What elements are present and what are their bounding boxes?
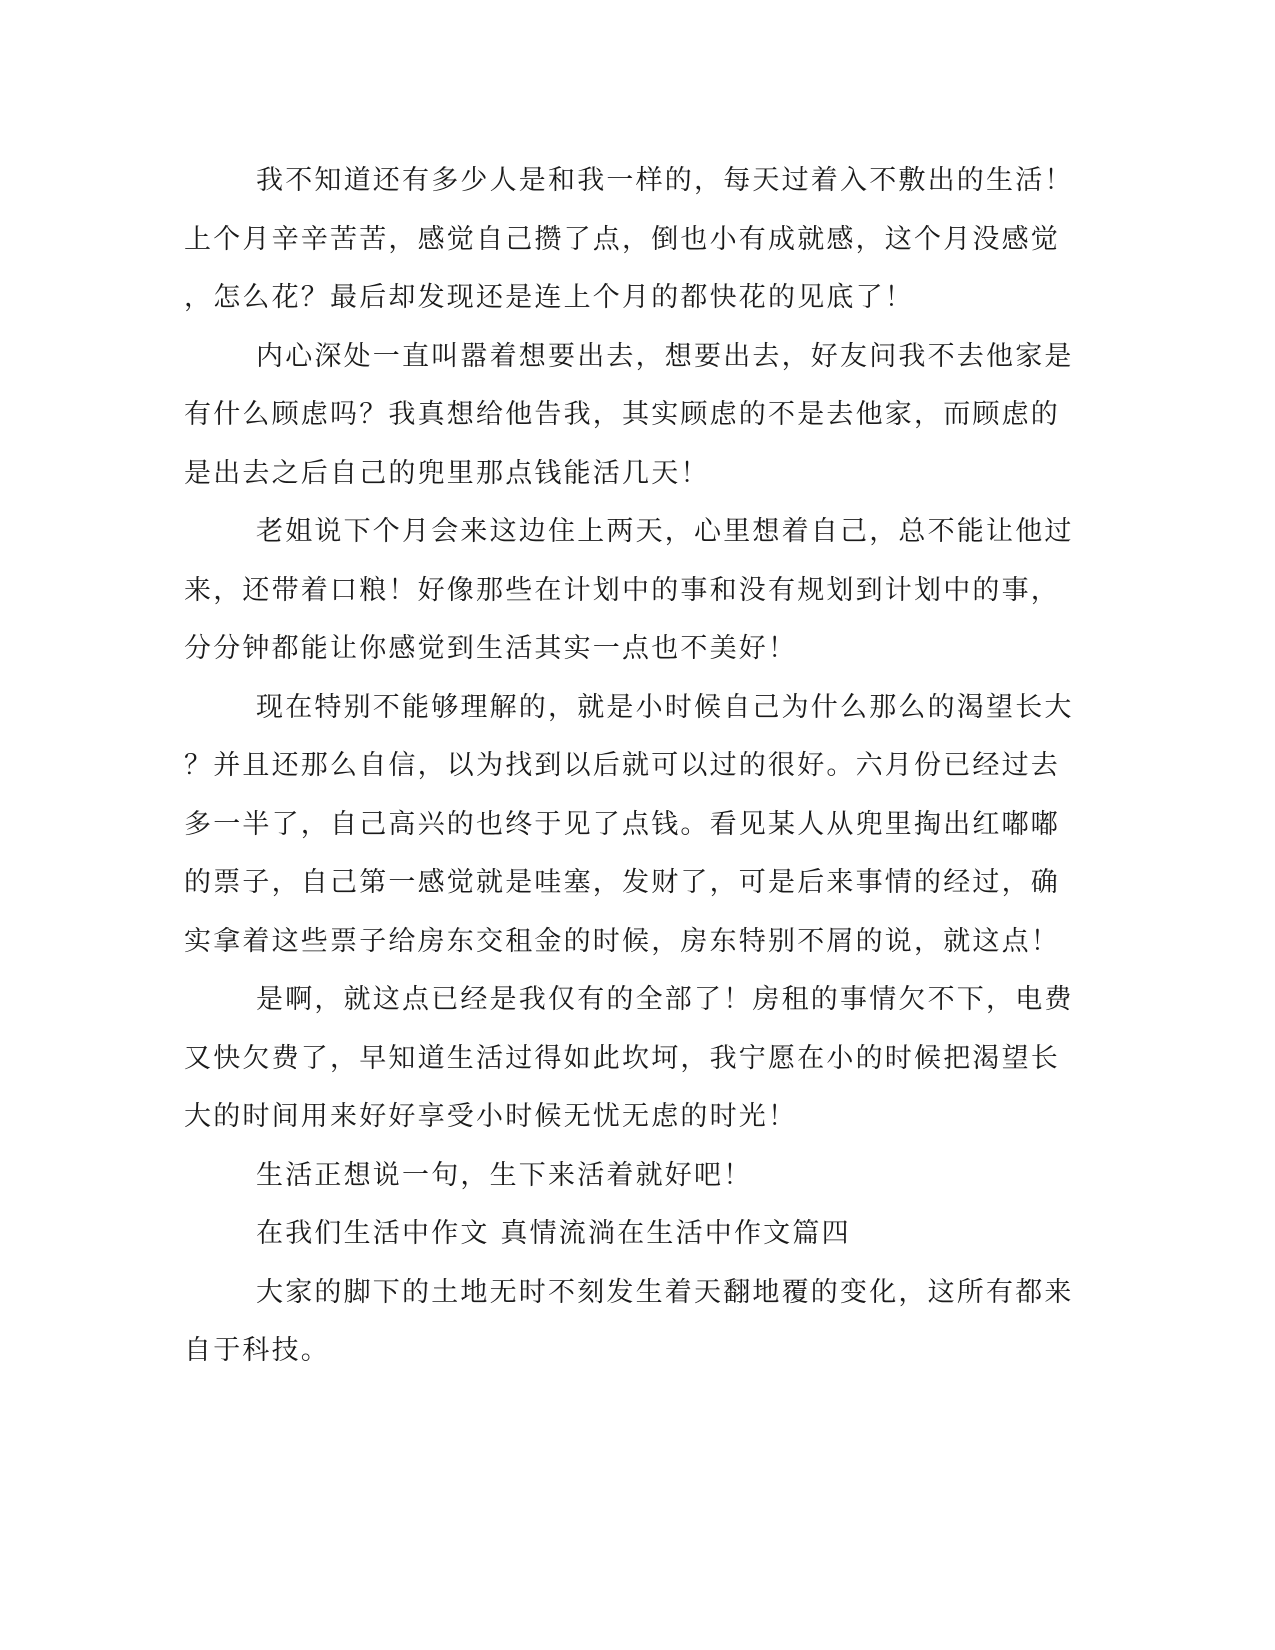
paragraph-line: 上个月辛辛苦苦，感觉自己攒了点，倒也小有成就感，这个月没感觉	[184, 223, 1060, 255]
paragraph-2	[184, 328, 1074, 504]
paragraph-line: 多一半了，自己高兴的也终于见了点钱。看见某人从兜里掏出红嘟嘟	[184, 808, 1060, 840]
paragraph-line: 实拿着这些票子给房东交租金的时候，房东特别不屑的说，就这点！	[184, 925, 1060, 957]
paragraph-line: 是出去之后自己的兜里那点钱能活几天！	[184, 457, 710, 489]
paragraph-7	[184, 1264, 1074, 1381]
paragraph-line: 内心深处一直叫嚣着想要出去，想要出去，好友问我不去他家是	[256, 340, 1074, 372]
document-body	[184, 152, 1074, 1381]
paragraph-line: 自于科技。	[184, 1335, 330, 1366]
paragraph-line: ？并且还那么自信，以为找到以后就可以过的很好。六月份已经过去	[184, 750, 1060, 781]
paragraph-line: 有什么顾虑吗？我真想给他告我，其实顾虑的不是去他家，而顾虑的	[184, 399, 1060, 430]
paragraph-line: 又快欠费了，早知道生活过得如此坎坷，我宁愿在小的时候把渴望长	[184, 1042, 1060, 1074]
paragraph-line: 大的时间用来好好享受小时候无忧无虑的时光！	[184, 1101, 798, 1132]
paragraph-line: 我不知道还有多少人是和我一样的，每天过着入不敷出的生活！	[256, 165, 1074, 196]
paragraph-4	[184, 679, 1074, 972]
paragraph-6	[184, 1147, 1044, 1206]
paragraph-1	[184, 152, 1074, 328]
paragraph-3	[184, 503, 1074, 679]
paragraph-line: 大家的脚下的土地无时不刻发生着天翻地覆的变化，这所有都来	[256, 1276, 1074, 1308]
paragraph-line: 分分钟都能让你感觉到生活其实一点也不美好！	[184, 633, 798, 664]
paragraph-line: 是啊，就这点已经是我仅有的全部了！房租的事情欠不下，电费	[256, 984, 1074, 1015]
paragraph-line: 生活正想说一句，生下来活着就好吧！	[256, 1159, 753, 1191]
paragraph-line: 来，还带着口粮！好像那些在计划中的事和没有规划到计划中的事，	[184, 574, 1060, 606]
heading-line: 在我们生活中作文 真情流淌在生活中作文篇四	[256, 1218, 851, 1249]
paragraph-line: 现在特别不能够理解的，就是小时候自己为什么那么的渴望长大	[256, 691, 1074, 723]
paragraph-line: 老姐说下个月会来这边住上两天，心里想着自己，总不能让他过	[256, 516, 1074, 547]
section-heading	[184, 1205, 1044, 1264]
paragraph-line: ，怎么花？最后却发现还是连上个月的都快花的见底了！	[184, 282, 914, 313]
paragraph-5	[184, 971, 1074, 1147]
paragraph-line: 的票子，自己第一感觉就是哇塞，发财了，可是后来事情的经过，确	[184, 867, 1060, 898]
